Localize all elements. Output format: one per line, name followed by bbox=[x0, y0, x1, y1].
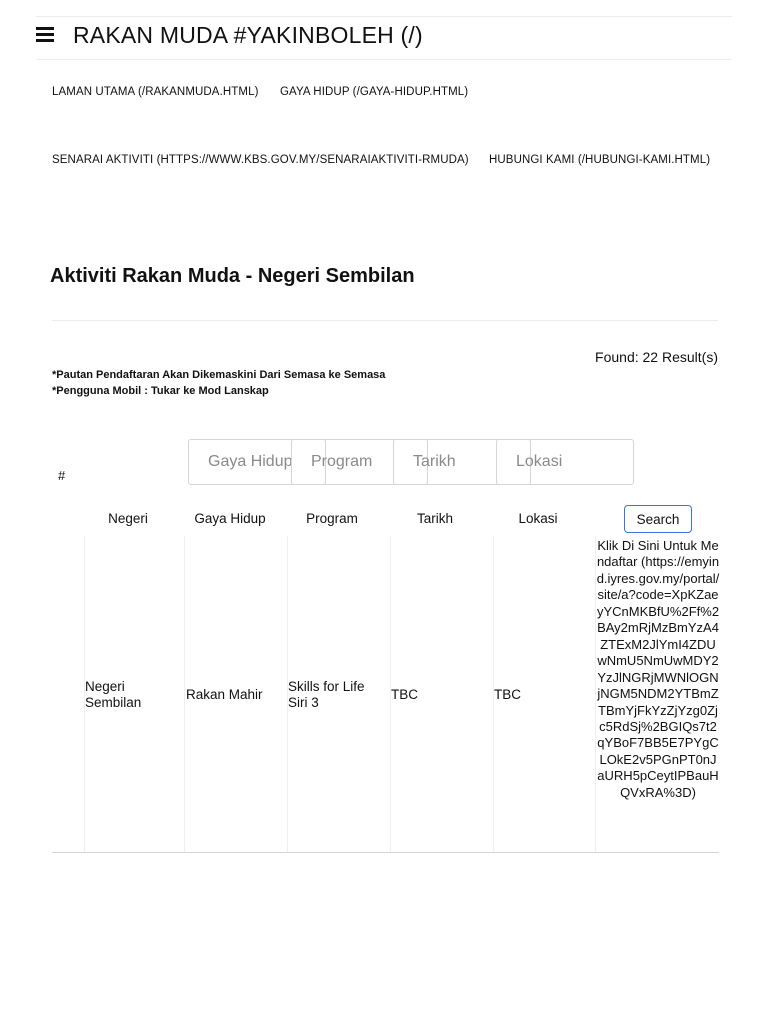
column-header-gaya-hidup: Gaya Hidup bbox=[194, 511, 266, 526]
cell-negeri: Negeri Sembilan bbox=[85, 679, 142, 710]
nav-link-hubungi-kami[interactable]: HUBUNGI KAMI (/HUBUNGI-KAMI.HTML) bbox=[489, 154, 711, 166]
top-navbar bbox=[36, 16, 732, 60]
search-button[interactable]: Search bbox=[624, 505, 692, 533]
registration-link[interactable]: Klik Di Sini Untuk Mendaftar (https://emyind.iyres.gov.my/portal/site/a?code=XpKZaeyYCnMKBfU%2Ff%2BAy2mRjMzBmYzA4ZTExM2JlYmI4ZDUwNmU5NmUwMDY2YzJlNGRjMWNlOGNjNGM5NDM2YTBmZTBmYjFkYzZjYzg0Zjc5RdSj%2BGIQs7t2qYBoF7BB5E7PYgCLOkE2v5PGnPT0nJaURH5pCeytIPBauHQVxRA%3D) bbox=[596, 538, 720, 800]
lokasi-filter-input[interactable] bbox=[496, 439, 634, 485]
column-header-program: Program bbox=[306, 511, 358, 526]
hamburger-menu-icon[interactable] bbox=[36, 27, 54, 43]
row-number-header: # bbox=[58, 468, 66, 483]
nav-link-gaya-hidup[interactable]: GAYA HIDUP (/GAYA-HIDUP.HTML) bbox=[280, 86, 469, 98]
note-pautan-pendaftaran: *Pautan Pendaftaran Akan Dikemaskini Dari Semasa ke Semasa bbox=[52, 369, 386, 381]
column-divider bbox=[184, 536, 185, 852]
note-pengguna-mobil: *Pengguna Mobil : Tukar ke Mod Lanskap bbox=[52, 385, 269, 397]
column-header-negeri: Negeri bbox=[108, 511, 148, 526]
cell-tarikh: TBC bbox=[391, 687, 418, 702]
nav-link-laman-utama[interactable]: LAMAN UTAMA (/RAKANMUDA.HTML) bbox=[52, 86, 259, 98]
column-header-tarikh: Tarikh bbox=[416, 511, 453, 526]
divider bbox=[52, 320, 718, 321]
table-row bbox=[52, 536, 719, 853]
cell-gaya-hidup: Rakan Mahir bbox=[186, 687, 263, 702]
column-header-lokasi: Lokasi bbox=[518, 511, 558, 526]
cell-lokasi: TBC bbox=[494, 687, 521, 702]
result-count: Found: 22 Result(s) bbox=[595, 349, 718, 365]
page-title: Aktiviti Rakan Muda - Negeri Sembilan bbox=[50, 265, 415, 287]
cell-program: Skills for Life Siri 3 bbox=[288, 679, 365, 710]
brand-link[interactable]: RAKAN MUDA #YAKINBOLEH (/) bbox=[73, 22, 423, 48]
nav-link-senarai-aktiviti[interactable]: SENARAI AKTIVITI (HTTPS://WWW.KBS.GOV.MY/SENARAIAKTIVITI-RMUDA) bbox=[52, 154, 469, 166]
